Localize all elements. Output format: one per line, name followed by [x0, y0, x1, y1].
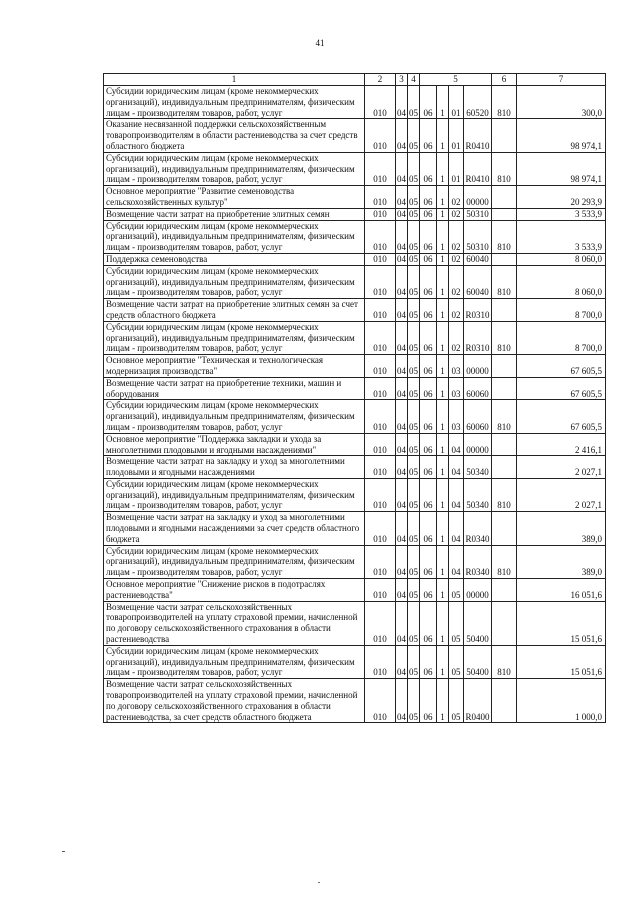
section-code: 010	[365, 86, 396, 119]
expense-type-code	[492, 512, 517, 545]
direction-code: 50340	[464, 456, 492, 479]
subsection-code-2: 05	[408, 377, 420, 400]
program-code: 06	[420, 265, 437, 298]
expense-type-code	[492, 253, 517, 265]
amount: 98 974,1	[517, 119, 606, 152]
program-code: 06	[420, 679, 437, 723]
direction-code: 60060	[464, 400, 492, 433]
program-code: 06	[420, 253, 437, 265]
program-code: 06	[420, 220, 437, 253]
section-code: 010	[365, 579, 396, 602]
section-code: 010	[365, 186, 396, 209]
subprogram-code: 1	[437, 220, 449, 253]
subsection-code: 04	[396, 299, 408, 322]
amount: 67 605,5	[517, 355, 606, 378]
section-code: 010	[365, 265, 396, 298]
header-col-7: 7	[517, 74, 606, 86]
expense-type-code: 810	[492, 400, 517, 433]
amount: 2 416,1	[517, 433, 606, 456]
expense-type-code	[492, 679, 517, 723]
subsection-code: 04	[396, 478, 408, 511]
amount: 67 605,5	[517, 377, 606, 400]
section-code: 010	[365, 377, 396, 400]
expense-type-code	[492, 377, 517, 400]
expense-type-code: 810	[492, 86, 517, 119]
subprogram-code: 1	[437, 265, 449, 298]
direction-code: R0410	[464, 119, 492, 152]
amount: 389,0	[517, 512, 606, 545]
row-name: Основное мероприятие "Развитие семеноводства сельскохозяйственных культур"	[104, 186, 365, 209]
direction-code: 00000	[464, 355, 492, 378]
expense-type-code	[492, 208, 517, 220]
subsection-code-2: 05	[408, 601, 420, 645]
row-name: Основное мероприятие "Техническая и технологическая модернизация производства"	[104, 355, 365, 378]
measure-code: 01	[449, 152, 464, 185]
row-name: Возмещение части затрат на приобретение элитных семян за счет средств областного бюджета	[104, 299, 365, 322]
expense-type-code	[492, 601, 517, 645]
subprogram-code: 1	[437, 186, 449, 209]
row-name: Субсидии юридическим лицам (кроме некоммерческих организаций), индивидуальным предпринимателям, физическим лицам - производителям товаров, работ, услуг	[104, 400, 365, 433]
expense-type-code: 810	[492, 321, 517, 354]
row-name: Возмещение части затрат на приобретение элитных семян	[104, 208, 365, 220]
section-code: 010	[365, 512, 396, 545]
row-name: Субсидии юридическим лицам (кроме некоммерческих организаций), индивидуальным предпринимателям, физическим лицам - производителям товаров, работ, услуг	[104, 220, 365, 253]
subsection-code-2: 05	[408, 299, 420, 322]
expense-type-code	[492, 456, 517, 479]
subsection-code: 04	[396, 456, 408, 479]
direction-code: R0400	[464, 679, 492, 723]
expense-type-code	[492, 579, 517, 602]
subsection-code: 04	[396, 86, 408, 119]
measure-code: 02	[449, 321, 464, 354]
table-row	[104, 186, 606, 209]
row-name: Субсидии юридическим лицам (кроме некоммерческих организаций), индивидуальным предпринимателям, физическим лицам - производителям товаров, работ, услуг	[104, 152, 365, 185]
section-code: 010	[365, 119, 396, 152]
subprogram-code: 1	[437, 152, 449, 185]
subprogram-code: 1	[437, 377, 449, 400]
subprogram-code: 1	[437, 645, 449, 678]
measure-code: 04	[449, 456, 464, 479]
header-col-4: 4	[408, 74, 420, 86]
section-code: 010	[365, 545, 396, 578]
subprogram-code: 1	[437, 456, 449, 479]
subprogram-code: 1	[437, 400, 449, 433]
measure-code: 02	[449, 208, 464, 220]
table-row	[104, 220, 606, 253]
direction-code: 50400	[464, 645, 492, 678]
subsection-code: 04	[396, 512, 408, 545]
measure-code: 04	[449, 433, 464, 456]
amount: 300,0	[517, 86, 606, 119]
subsection-code-2: 05	[408, 433, 420, 456]
direction-code: R0340	[464, 512, 492, 545]
expense-type-code	[492, 355, 517, 378]
table-row	[104, 377, 606, 400]
row-name: Субсидии юридическим лицам (кроме некоммерческих организаций), индивидуальным предпринимателям, физическим лицам - производителям товаров, работ, услуг	[104, 86, 365, 119]
row-name: Основное мероприятие "Снижение рисков в подотраслях растениеводства"	[104, 579, 365, 602]
subprogram-code: 1	[437, 545, 449, 578]
subsection-code-2: 05	[408, 152, 420, 185]
row-name: Субсидии юридическим лицам (кроме некоммерческих организаций), индивидуальным предпринимателям, физическим лицам - производителям товаров, работ, услуг	[104, 645, 365, 678]
subsection-code-2: 05	[408, 456, 420, 479]
subsection-code-2: 05	[408, 478, 420, 511]
subsection-code: 04	[396, 321, 408, 354]
section-code: 010	[365, 679, 396, 723]
subprogram-code: 1	[437, 321, 449, 354]
subprogram-code: 1	[437, 679, 449, 723]
direction-code: R0340	[464, 545, 492, 578]
subprogram-code: 1	[437, 512, 449, 545]
row-name: Возмещение части затрат на закладку и уход за многолетними плодовыми и ягодными насаждениями за счет средств областного бюджета	[104, 512, 365, 545]
measure-code: 05	[449, 601, 464, 645]
direction-code: 50340	[464, 478, 492, 511]
amount: 389,0	[517, 545, 606, 578]
section-code: 010	[365, 220, 396, 253]
margin-dot	[318, 882, 320, 883]
subprogram-code: 1	[437, 433, 449, 456]
direction-code: 50310	[464, 220, 492, 253]
subsection-code-2: 05	[408, 512, 420, 545]
header-col-3: 3	[396, 74, 408, 86]
measure-code: 04	[449, 512, 464, 545]
subprogram-code: 1	[437, 579, 449, 602]
table-row	[104, 433, 606, 456]
table-row	[104, 86, 606, 119]
direction-code: 60520	[464, 86, 492, 119]
direction-code: 00000	[464, 186, 492, 209]
subsection-code: 04	[396, 645, 408, 678]
expense-type-code	[492, 119, 517, 152]
header-col-6: 6	[492, 74, 517, 86]
section-code: 010	[365, 456, 396, 479]
amount: 8 700,0	[517, 299, 606, 322]
measure-code: 05	[449, 679, 464, 723]
direction-code: R0310	[464, 321, 492, 354]
section-code: 010	[365, 299, 396, 322]
program-code: 06	[420, 86, 437, 119]
measure-code: 03	[449, 400, 464, 433]
subsection-code-2: 05	[408, 86, 420, 119]
expense-type-code: 810	[492, 265, 517, 298]
subsection-code-2: 05	[408, 545, 420, 578]
measure-code: 01	[449, 86, 464, 119]
row-name: Возмещение части затрат сельскохозяйственных товаропроизводителей на уплату страховой премии, начисленной по договору сельскохозяйственного страхования в области растениеводства, за счет средств областного бюджета	[104, 679, 365, 723]
amount: 15 051,6	[517, 601, 606, 645]
subprogram-code: 1	[437, 355, 449, 378]
subsection-code: 04	[396, 377, 408, 400]
subsection-code: 04	[396, 601, 408, 645]
program-code: 06	[420, 579, 437, 602]
subprogram-code: 1	[437, 478, 449, 511]
program-code: 06	[420, 299, 437, 322]
program-code: 06	[420, 456, 437, 479]
table-row	[104, 253, 606, 265]
program-code: 06	[420, 208, 437, 220]
row-name: Поддержка семеноводства	[104, 253, 365, 265]
section-code: 010	[365, 433, 396, 456]
row-name: Возмещение части затрат сельскохозяйственных товаропроизводителей на уплату страховой премии, начисленной по договору сельскохозяйственного страхования в области растениеводства	[104, 601, 365, 645]
amount: 3 533,9	[517, 220, 606, 253]
subsection-code-2: 05	[408, 186, 420, 209]
subsection-code-2: 05	[408, 579, 420, 602]
subprogram-code: 1	[437, 601, 449, 645]
expense-type-code	[492, 299, 517, 322]
direction-code: 50310	[464, 208, 492, 220]
subsection-code: 04	[396, 433, 408, 456]
table-row	[104, 478, 606, 511]
measure-code: 02	[449, 253, 464, 265]
subsection-code-2: 05	[408, 265, 420, 298]
section-code: 010	[365, 400, 396, 433]
amount: 98 974,1	[517, 152, 606, 185]
subsection-code-2: 05	[408, 119, 420, 152]
table-row	[104, 645, 606, 678]
measure-code: 01	[449, 119, 464, 152]
table-row	[104, 299, 606, 322]
expense-type-code: 810	[492, 645, 517, 678]
header-col-1: 1	[104, 74, 365, 86]
measure-code: 05	[449, 579, 464, 602]
amount: 67 605,5	[517, 400, 606, 433]
measure-code: 02	[449, 220, 464, 253]
budget-table	[103, 73, 606, 723]
measure-code: 02	[449, 186, 464, 209]
section-code: 010	[365, 601, 396, 645]
section-code: 010	[365, 208, 396, 220]
program-code: 06	[420, 601, 437, 645]
amount: 8 060,0	[517, 265, 606, 298]
row-name: Субсидии юридическим лицам (кроме некоммерческих организаций), индивидуальным предпринимателям, физическим лицам - производителям товаров, работ, услуг	[104, 321, 365, 354]
program-code: 06	[420, 545, 437, 578]
amount: 3 533,9	[517, 208, 606, 220]
subprogram-code: 1	[437, 208, 449, 220]
subsection-code: 04	[397, 208, 406, 219]
table-row	[104, 545, 606, 578]
row-name: Субсидии юридическим лицам (кроме некоммерческих организаций), индивидуальным предпринимателям, физическим лицам - производителям товаров, работ, услуг	[104, 265, 365, 298]
measure-code: 04	[449, 478, 464, 511]
section-code: 010	[365, 355, 396, 378]
table-row	[104, 400, 606, 433]
table-row	[104, 456, 606, 479]
direction-code: R0410	[464, 152, 492, 185]
subsection-code: 04	[396, 265, 408, 298]
subsection-code: 04	[396, 579, 408, 602]
subsection-code-2: 05	[408, 355, 420, 378]
expense-type-code	[492, 186, 517, 209]
subsection-code: 04	[396, 400, 408, 433]
subsection-code: 04	[396, 152, 408, 185]
direction-code: 50400	[464, 601, 492, 645]
program-code: 06	[420, 119, 437, 152]
row-name: Оказание несвязанной поддержки сельскохозяйственным товаропроизводителям в области растениеводства за счет средств областного бюджета	[104, 119, 365, 152]
direction-code: 60040	[464, 265, 492, 298]
table-row	[104, 355, 606, 378]
program-code: 06	[420, 152, 437, 185]
subsection-code-2: 05	[408, 400, 420, 433]
program-code: 06	[420, 512, 437, 545]
amount: 2 027,1	[517, 456, 606, 479]
margin-mark	[62, 851, 65, 852]
measure-code: 05	[449, 645, 464, 678]
measure-code: 04	[449, 545, 464, 578]
measure-code: 03	[449, 377, 464, 400]
row-name: Субсидии юридическим лицам (кроме некоммерческих организаций), индивидуальным предпринимателям, физическим лицам - производителям товаров, работ, услуг	[104, 545, 365, 578]
section-code: 010	[365, 253, 396, 265]
subsection-code: 04	[396, 545, 408, 578]
subsection-code: 04	[396, 679, 408, 723]
subsection-code: 04	[396, 186, 408, 209]
subprogram-code: 1	[437, 86, 449, 119]
program-code: 06	[420, 377, 437, 400]
program-code: 06	[420, 433, 437, 456]
subsection-code-2: 05	[408, 679, 420, 723]
subsection-code: 04	[397, 253, 406, 264]
section-code: 010	[365, 321, 396, 354]
subprogram-code: 1	[437, 119, 449, 152]
amount: 20 293,9	[517, 186, 606, 209]
row-name: Возмещение части затрат на закладку и уход за многолетними плодовыми и ягодными насаждениями	[104, 456, 365, 479]
program-code: 06	[420, 478, 437, 511]
measure-code: 03	[449, 355, 464, 378]
header-row	[104, 74, 606, 86]
table-row	[104, 265, 606, 298]
program-code: 06	[420, 321, 437, 354]
program-code: 06	[420, 400, 437, 433]
subsection-code-2: 05	[409, 253, 418, 264]
amount: 1 000,0	[517, 679, 606, 723]
program-code: 06	[420, 186, 437, 209]
section-code: 010	[365, 478, 396, 511]
header-col-2: 2	[365, 74, 396, 86]
subsection-code-2: 05	[409, 208, 418, 219]
direction-code: R0310	[464, 299, 492, 322]
table-row	[104, 208, 606, 220]
expense-type-code: 810	[492, 478, 517, 511]
table-row	[104, 321, 606, 354]
expense-type-code: 810	[492, 545, 517, 578]
expense-type-code: 810	[492, 220, 517, 253]
subsection-code: 04	[396, 220, 408, 253]
table-row	[104, 579, 606, 602]
table-row	[104, 152, 606, 185]
row-name: Основное мероприятие "Поддержка закладки и ухода за многолетними плодовыми и ягодными насаждениями"	[104, 433, 365, 456]
direction-code: 00000	[464, 433, 492, 456]
section-code: 010	[365, 152, 396, 185]
measure-code: 02	[449, 299, 464, 322]
subsection-code-2: 05	[408, 321, 420, 354]
program-code: 06	[420, 645, 437, 678]
amount: 8 700,0	[517, 321, 606, 354]
row-name: Возмещение части затрат на приобретение техники, машин и оборудования	[104, 377, 365, 400]
subsection-code-2: 05	[408, 645, 420, 678]
direction-code: 60060	[464, 377, 492, 400]
header-col-5: 5	[420, 74, 492, 86]
amount: 8 060,0	[517, 253, 606, 265]
table-row	[104, 679, 606, 723]
amount: 2 027,1	[517, 478, 606, 511]
table-row	[104, 119, 606, 152]
expense-type-code: 810	[492, 152, 517, 185]
page-number: 41	[315, 38, 325, 48]
table-row	[104, 512, 606, 545]
direction-code: 00000	[464, 579, 492, 602]
amount: 15 051,6	[517, 645, 606, 678]
direction-code: 60040	[464, 253, 492, 265]
subsection-code: 04	[396, 119, 408, 152]
row-name: Субсидии юридическим лицам (кроме некоммерческих организаций), индивидуальным предпринимателям, физическим лицам - производителям товаров, работ, услуг	[104, 478, 365, 511]
table-row	[104, 601, 606, 645]
subsection-code: 04	[396, 355, 408, 378]
subprogram-code: 1	[437, 253, 449, 265]
measure-code: 02	[449, 265, 464, 298]
subsection-code-2: 05	[408, 220, 420, 253]
subprogram-code: 1	[437, 299, 449, 322]
program-code: 06	[420, 355, 437, 378]
section-code: 010	[365, 645, 396, 678]
amount: 16 051,6	[517, 579, 606, 602]
expense-type-code	[492, 433, 517, 456]
